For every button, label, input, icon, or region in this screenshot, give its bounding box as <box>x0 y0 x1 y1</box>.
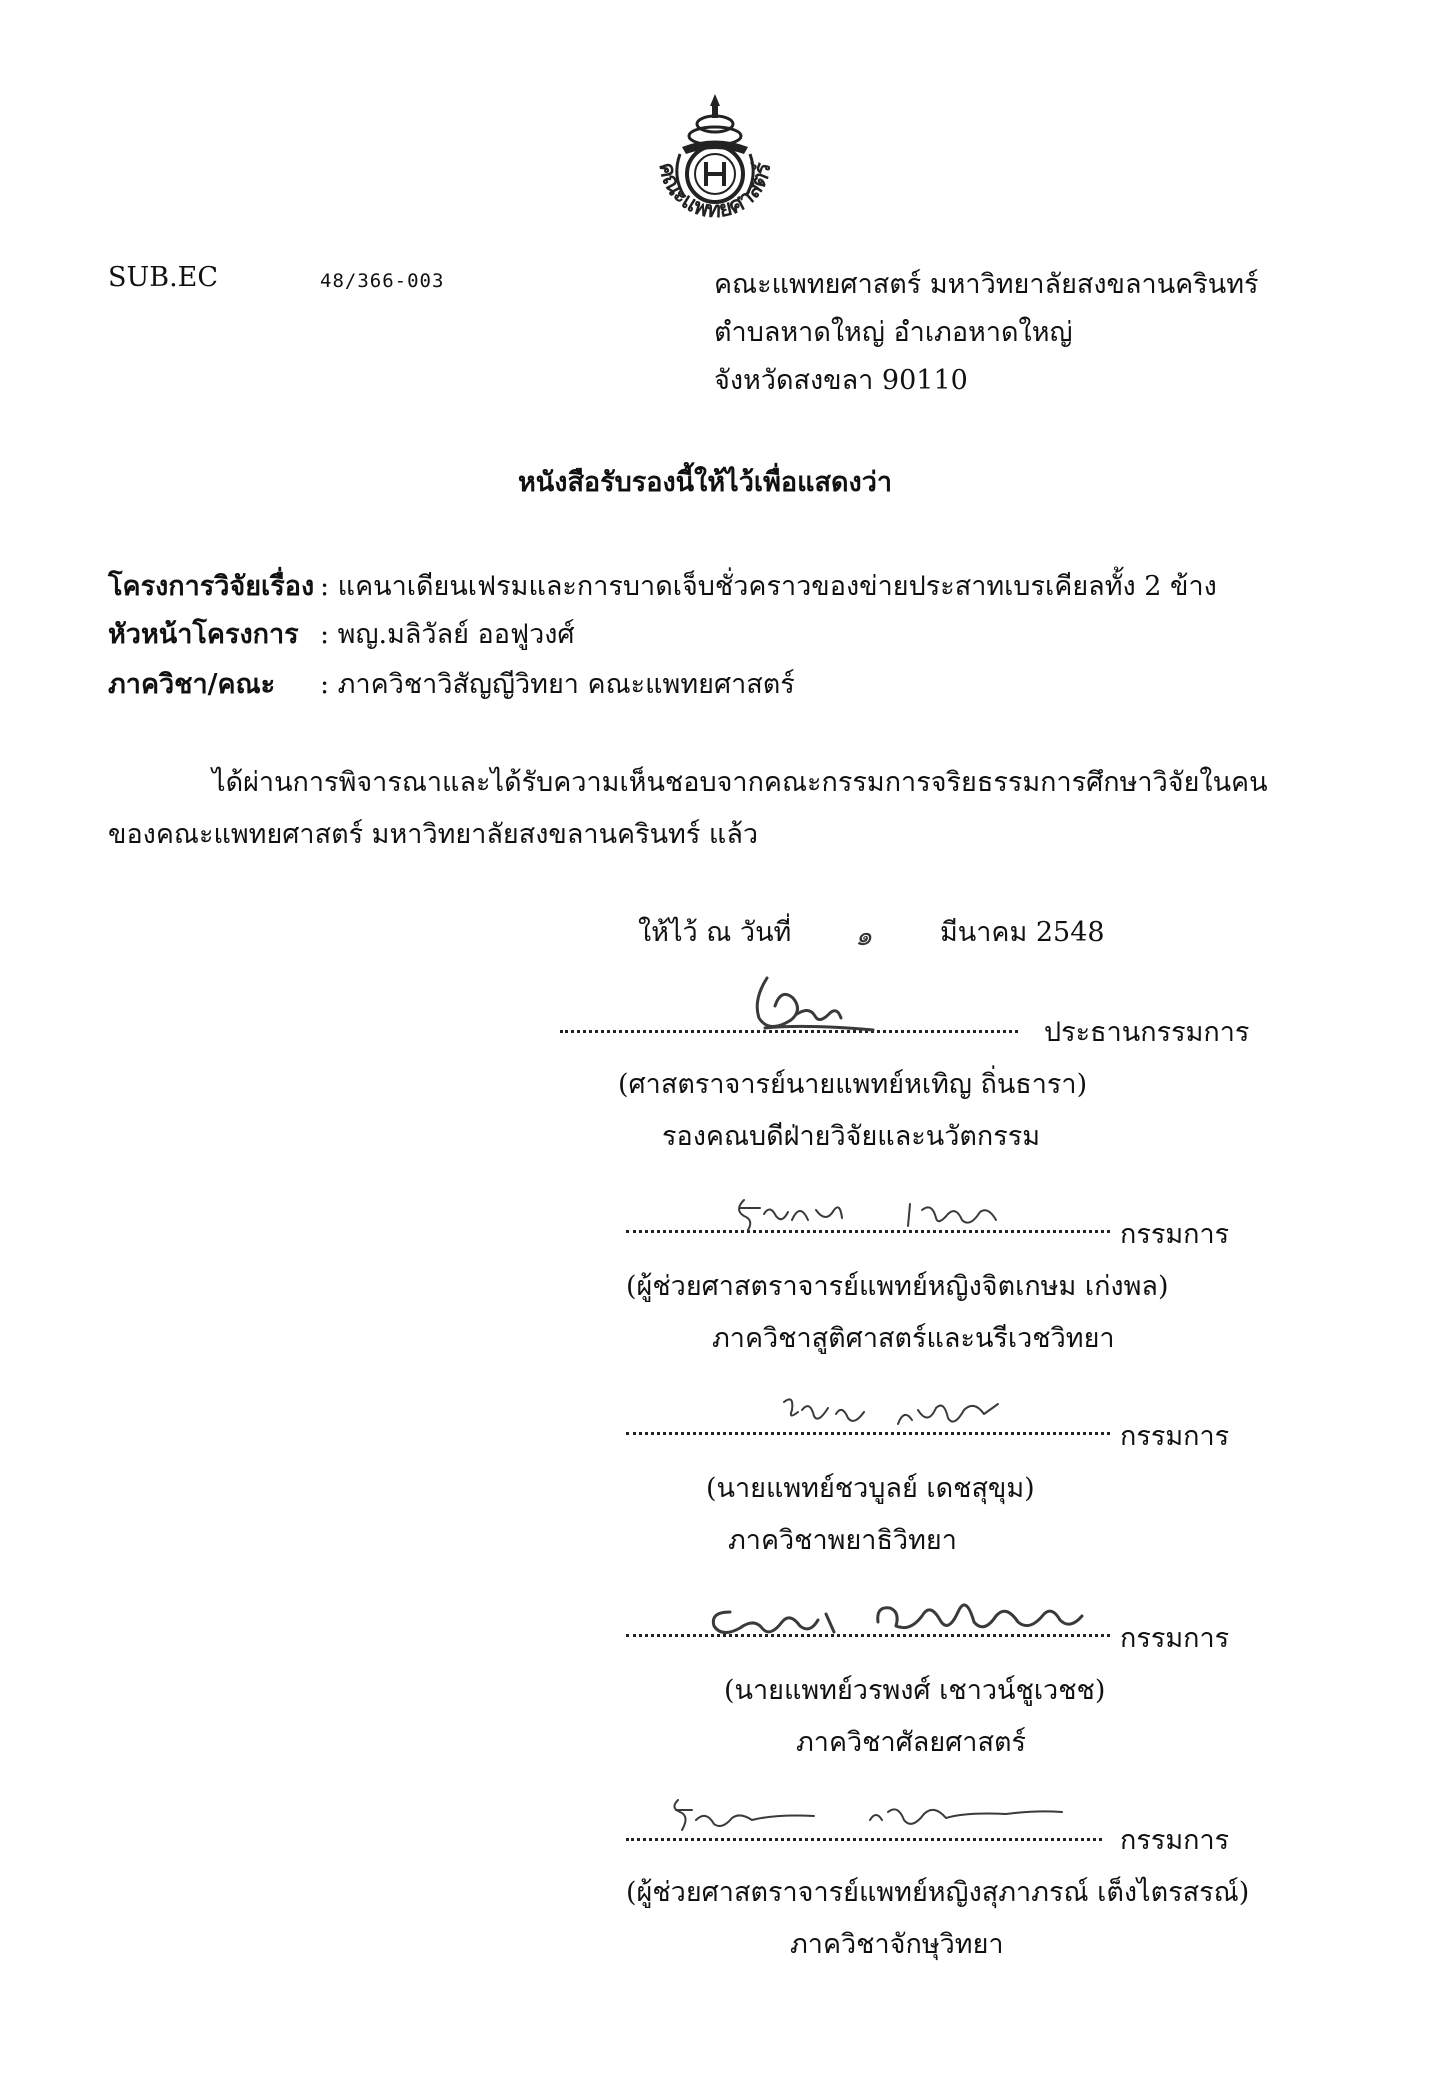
body-line-1: ได้ผ่านการพิจารณาและได้รับความเห็นชอบจากคณะกรรมการจริยธรรมการศึกษาวิจัยในคน <box>212 767 1268 798</box>
handwritten-signature <box>700 1582 1100 1650</box>
address-line-3: จังหวัดสงขลา 90110 <box>714 365 968 396</box>
date-month-year: มีนาคม 2548 <box>940 917 1105 948</box>
handwritten-signature <box>745 970 875 1046</box>
date-day: ๑ <box>855 921 873 952</box>
project-lead-value: : พญ.มลิวัลย์ ออฟูวงศ์ <box>320 619 575 650</box>
project-title-label: โครงการวิจัยเรื่อง <box>108 571 315 602</box>
signatory-1-position: รองคณบดีฝ่ายวิจัยและนวัตกรรม <box>662 1121 1041 1152</box>
project-title-value: : แคนาเดียนเฟรมและการบาดเจ็บชั่วคราวของข่ายประสาทเบรเคียลทั้ง 2 ข้าง <box>320 571 1217 602</box>
seal-text: คณะแพทยศาสตร์ <box>653 160 777 224</box>
handwritten-signature <box>666 1790 1076 1850</box>
seal-emblem-icon <box>640 92 790 242</box>
signatory-2-role: กรรมการ <box>1120 1219 1230 1250</box>
address-line-1: คณะแพทยศาสตร์ มหาวิทยาลัยสงขลานครินทร์ <box>714 269 1259 300</box>
handwritten-signature <box>730 1190 1050 1244</box>
department-value: : ภาควิชาวิสัญญีวิทยา คณะแพทยศาสตร์ <box>320 669 795 700</box>
signatory-1-role: ประธานกรรมการ <box>1044 1017 1250 1048</box>
date-prefix: ให้ไว้ ณ วันที่ <box>638 917 792 948</box>
signatory-3-role: กรรมการ <box>1120 1421 1230 1452</box>
address-line-2: ตำบลหาดใหญ่ อำเภอหาดใหญ่ <box>714 317 1073 348</box>
signatory-5-position: ภาควิชาจักษุวิทยา <box>790 1929 1004 1960</box>
signatory-5-role: กรรมการ <box>1120 1825 1230 1856</box>
reference-code: SUB.EC <box>108 262 219 293</box>
signatory-3-position: ภาควิชาพยาธิวิทยา <box>728 1525 957 1556</box>
faculty-seal <box>640 92 790 242</box>
handwritten-signature <box>778 1390 1078 1444</box>
signatory-4-role: กรรมการ <box>1120 1623 1230 1654</box>
certificate-heading: หนังสือรับรองนี้ให้ไว้เพื่อแสดงว่า <box>518 467 893 498</box>
department-label: ภาควิชา/คณะ <box>108 669 276 700</box>
signatory-3-name: (นายแพทย์ชวบูลย์ เดชสุขุม) <box>706 1473 1035 1504</box>
svg-text:คณะแพทยศาสตร์ <box>654 160 777 223</box>
signatory-2-position: ภาควิชาสูติศาสตร์และนรีเวชวิทยา <box>712 1323 1115 1354</box>
reference-number: 48/366-003 <box>320 270 445 292</box>
signatory-2-name: (ผู้ช่วยศาสตราจารย์แพทย์หญิงจิตเกษม เก่งพล) <box>626 1271 1169 1302</box>
signatory-4-name: (นายแพทย์วรพงศ์ เชาวน์ชูเวชช) <box>724 1675 1106 1706</box>
signatory-4-position: ภาควิชาศัลยศาสตร์ <box>796 1727 1026 1758</box>
signatory-1-name: (ศาสตราจารย์นายแพทย์หเทิญ ถิ่นธารา) <box>618 1069 1088 1100</box>
project-lead-label: หัวหน้าโครงการ <box>108 619 299 650</box>
body-line-2: ของคณะแพทยศาสตร์ มหาวิทยาลัยสงขลานครินทร์ แล้ว <box>108 819 759 850</box>
signatory-5-name: (ผู้ช่วยศาสตราจารย์แพทย์หญิงสุภาภรณ์ เต็งไตรสรณ์) <box>626 1877 1250 1908</box>
